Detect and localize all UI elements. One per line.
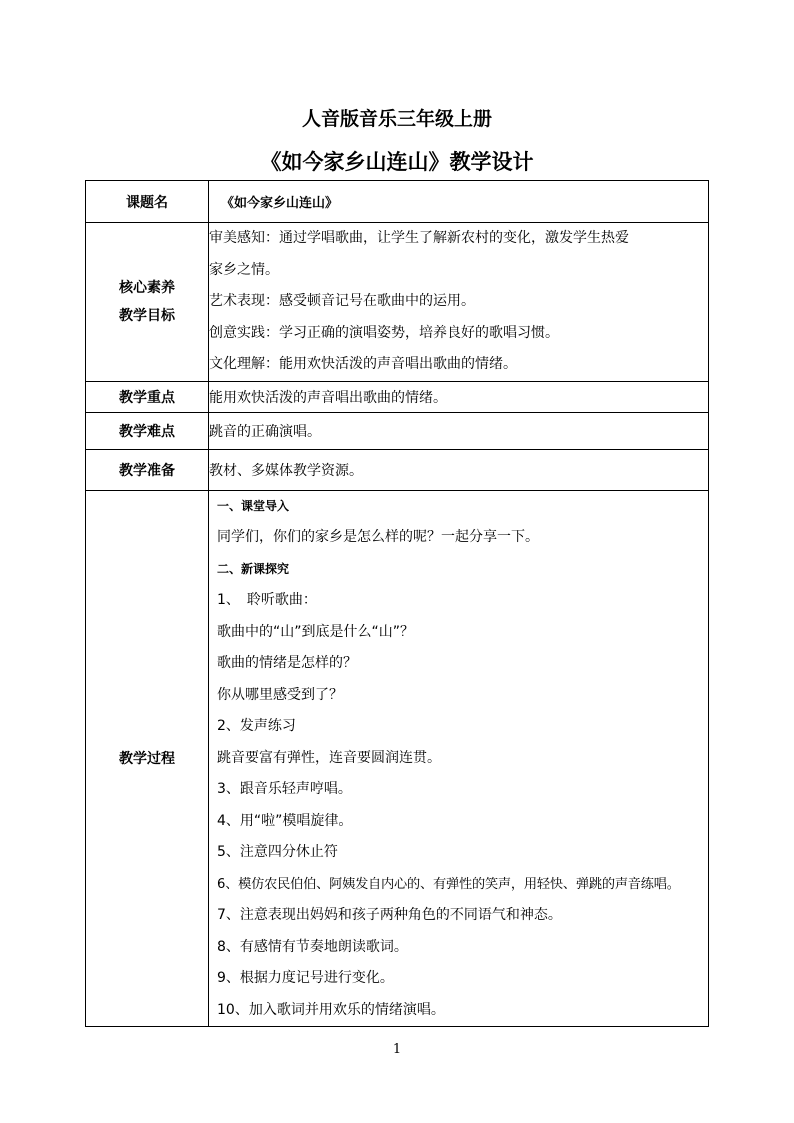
process-line: 4、用“啦”模唱旋律。	[217, 812, 353, 829]
process-line: 歌曲中的“山”到底是什么“山”？	[217, 623, 415, 640]
key-point-label: 教学重点	[86, 381, 209, 412]
lesson-plan-table	[85, 180, 709, 1027]
process-heading: 二、新课探究	[217, 561, 290, 576]
goals-label-line2: 教学目标	[119, 307, 175, 324]
goals-label-line1: 核心素养	[119, 279, 175, 296]
process-line: 7、注意表现出妈妈和孩子两种角色的不同语气和神态。	[217, 907, 562, 923]
process-line: 6、模仿农民伯伯、阿姨发自内心的、有弹性的笑声，用轻快、弹跳的声音练唱。	[217, 876, 680, 892]
document-title-line2: 《如今家乡山连山》教学设计	[260, 150, 534, 174]
document-title-line1: 人音版音乐三年级上册	[301, 108, 492, 130]
process-line: 3、跟音乐轻声哼唱。	[217, 781, 352, 797]
process-line: 2、发声练习	[217, 718, 296, 734]
process-line: 8、有感情有节奏地朗读歌词。	[217, 938, 408, 955]
goals-line: 文化理解：能用欢快活泼的声音唱出歌曲的情绪。	[209, 356, 517, 372]
process-line: 歌曲的情绪是怎样的？	[217, 655, 357, 671]
process-line: 你从哪里感受到了？	[217, 686, 343, 703]
table-row-topic	[86, 181, 709, 223]
table-row-preparation	[86, 449, 709, 490]
process-line: 跳音要富有弹性，连音要圆润连贯。	[217, 749, 441, 766]
difficulty-value: 跳音的正确演唱。	[209, 412, 709, 449]
goals-value	[209, 223, 709, 382]
topic-label: 课题名	[86, 181, 209, 223]
process-value	[209, 490, 709, 1027]
goals-line: 创意实践：学习正确的演唱姿势，培养良好的歌唱习惯。	[209, 324, 559, 341]
preparation-value: 教材、多媒体教学资源。	[209, 449, 709, 490]
process-heading: 一、课堂导入	[217, 498, 290, 513]
goals-line: 艺术表现：感受顿音记号在歌曲中的运用。	[209, 293, 475, 309]
process-line: 同学们，你们的家乡是怎么样的呢？一起分享一下。	[217, 529, 539, 545]
process-line: 9、根据力度记号进行变化。	[217, 970, 394, 986]
table-row-key-point	[86, 381, 709, 412]
table-row-goals	[86, 223, 709, 382]
preparation-label: 教学准备	[86, 449, 209, 490]
page-number: 1	[392, 1042, 402, 1057]
difficulty-label: 教学难点	[86, 412, 209, 449]
table-row-difficulty	[86, 412, 709, 449]
process-line: 10、加入歌词并用欢乐的情绪演唱。	[217, 1001, 445, 1018]
process-line: 5、注意四分休止符	[217, 844, 338, 860]
goals-line: 家乡之情。	[209, 261, 279, 278]
table-row-process	[86, 490, 709, 1027]
process-line: 1、 聆听歌曲：	[217, 592, 317, 608]
goals-line: 审美感知：通过学唱歌曲，让学生了解新农村的变化，激发学生热爱	[209, 230, 629, 246]
topic-value: 《如今家乡山连山》	[209, 181, 709, 223]
goals-label	[86, 223, 209, 382]
key-point-value: 能用欢快活泼的声音唱出歌曲的情绪。	[209, 381, 709, 412]
process-label: 教学过程	[86, 490, 209, 1027]
